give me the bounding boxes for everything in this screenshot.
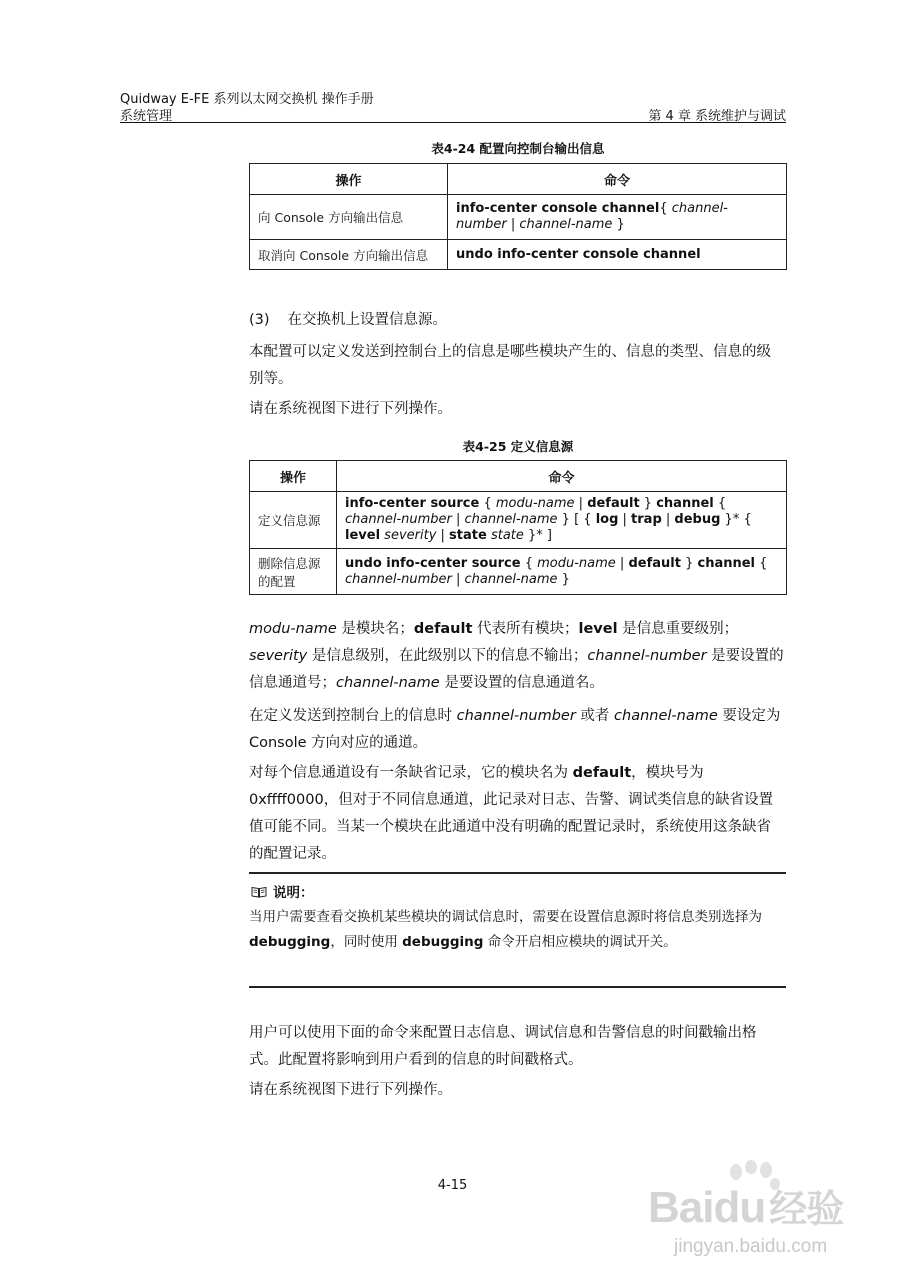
paragraph: 请在系统视图下进行下列操作。 — [249, 1082, 452, 1098]
command-parameter: channel-number — [456, 201, 728, 232]
text-run: ，同时使用 — [330, 934, 403, 950]
parameter-name: channel-name — [614, 708, 718, 724]
command-cell — [337, 492, 787, 549]
command-parameter: state — [490, 528, 524, 543]
text-run: 是信息级别，在此级别以下的信息不输出； — [307, 648, 588, 664]
command-syntax: | — [618, 512, 632, 527]
page-number: 4-15 — [437, 1178, 468, 1193]
paragraph: 用户可以使用下面的命令来配置日志信息、调试信息和告警信息的时间戳输出格式。此配置将影响到用户看到的信息的时间戳格式。 — [249, 1025, 757, 1068]
header-rule — [120, 122, 786, 123]
table-console-output — [249, 163, 787, 270]
command-parameter: channel-name — [464, 571, 558, 587]
text-run: 是模块名； — [336, 621, 414, 637]
text-run: 命令开启相应模块的调试开关。 — [483, 934, 677, 950]
paragraph-default-record — [249, 760, 785, 868]
paragraph-console-channel — [249, 703, 785, 757]
table-row — [250, 549, 787, 595]
book-icon — [251, 886, 267, 898]
command-syntax: { — [755, 555, 768, 571]
text-run: 是要设置的信息通道号； — [249, 648, 784, 691]
note-bottom-rule — [249, 986, 786, 988]
text-run: 或者 — [575, 708, 615, 724]
command-parameter: modu-name — [537, 555, 616, 571]
command-syntax: }* { — [720, 512, 752, 527]
text-run: 对每个信息通道设有一条缺省记录，它的模块名为 — [249, 765, 573, 781]
note-heading — [251, 881, 314, 901]
parameter-name: severity — [249, 648, 308, 664]
command-keyword: default — [628, 555, 681, 571]
paragraph: 请在系统视图下进行下列操作。 — [249, 401, 452, 417]
operation-cell: 向 Console 方向输出信息 — [250, 195, 448, 240]
step-number: (3) — [249, 312, 270, 328]
text-run: 是信息重要级别； — [617, 621, 739, 637]
command-syntax: }* ] — [523, 528, 552, 543]
paragraph-parameters — [249, 616, 785, 697]
command-syntax: } — [612, 217, 625, 232]
command-keyword: channel — [697, 555, 756, 571]
watermark-brand-cn: 经验 — [769, 1189, 844, 1231]
text-run: 当用户需要查看交换机某些模块的调试信息时，需要在设置信息源时将信息类别选择为 — [249, 909, 762, 925]
command-parameter: severity — [384, 528, 437, 543]
command-keyword: debug — [674, 512, 721, 527]
command-cell — [337, 549, 787, 595]
command-syntax: | — [436, 528, 450, 543]
operation-cell: 取消向 Console 方向输出信息 — [250, 240, 448, 270]
table-row — [250, 492, 787, 549]
note-title: 说明： — [273, 885, 314, 901]
operation-cell: 删除信息源的配置 — [250, 549, 337, 595]
text-run: 要设定为 Console 方向对应的通道。 — [249, 708, 781, 751]
command-syntax: | — [506, 217, 520, 232]
document-title: Quidway E-FE 系列以太网交换机 操作手册 — [120, 92, 374, 107]
paragraph: 本配置可以定义发送到控制台上的信息是哪些模块产生的、信息的类型、信息的级别等。 — [249, 344, 771, 387]
text-run: 在定义发送到控制台上的信息时 — [249, 708, 457, 724]
command-syntax: } — [639, 496, 657, 511]
note-body — [249, 905, 785, 955]
text-run: ，模块号为 0xffff0000，但对于不同信息通道，此记录对日志、告警、调试类信息的缺省设置值可能不同。当某一个模块在此通道中没有明确的配置记录时，系统使用这条缺省的配置记录。 — [249, 765, 774, 862]
keyword: default — [413, 621, 473, 637]
command-parameter: channel-number — [345, 571, 452, 587]
command-syntax: | — [451, 571, 465, 587]
command-syntax: | — [574, 496, 588, 511]
command-syntax: | — [451, 512, 465, 527]
command-syntax: { — [659, 201, 672, 216]
table-header-row — [250, 461, 787, 492]
command-syntax: { — [713, 496, 727, 511]
chapter-name: 第 4 章 系统维护与调试 — [648, 109, 786, 124]
watermark-brand: Baidu — [648, 1183, 766, 1232]
command-syntax: } — [557, 571, 570, 587]
keyword: debugging — [249, 934, 331, 950]
command-keyword: default — [587, 496, 640, 511]
note-top-rule — [249, 872, 786, 874]
section-name: 系统管理 — [120, 109, 173, 124]
command-syntax: } [ { — [557, 512, 596, 527]
command-keyword: undo info-center source — [345, 555, 521, 571]
command-keyword: info-center source — [345, 496, 480, 511]
parameter-name: channel-number — [456, 708, 576, 724]
table-define-source — [249, 460, 787, 595]
parameter-name: channel-number — [587, 648, 707, 664]
keyword: debugging — [402, 934, 484, 950]
command-keyword: channel — [656, 496, 714, 511]
column-header-operation: 操作 — [250, 164, 448, 195]
command-syntax: } — [680, 555, 698, 571]
command-keyword: info-center console channel — [456, 201, 660, 216]
table-caption-4-24 — [249, 139, 787, 157]
command-keyword: trap — [631, 512, 662, 527]
command-parameter: channel-name — [464, 512, 558, 527]
command-keyword: undo info-center console channel — [456, 246, 701, 262]
table-header-row — [250, 164, 787, 195]
text-run: 是要设置的信息通道名。 — [439, 675, 604, 691]
command-keyword: log — [595, 512, 619, 527]
command-parameter: channel-name — [519, 217, 613, 232]
keyword: default — [572, 765, 632, 781]
watermark-url: jingyan.baidu.com — [674, 1236, 828, 1257]
caption-text: 表4-25 定义信息源 — [462, 439, 574, 454]
step-text: 在交换机上设置信息源。 — [287, 312, 448, 328]
command-cell — [448, 195, 787, 240]
operation-cell: 定义信息源 — [250, 492, 337, 549]
table-row — [250, 240, 787, 270]
text-run: 代表所有模块； — [472, 621, 579, 637]
command-parameter: channel-number — [345, 512, 452, 527]
column-header-command: 命令 — [448, 164, 787, 195]
caption-text: 表4-24 配置向控制台输出信息 — [431, 141, 605, 156]
command-cell — [448, 240, 787, 270]
command-syntax: { — [520, 555, 538, 571]
column-header-operation: 操作 — [250, 461, 337, 492]
parameter-name: modu-name — [249, 621, 337, 637]
table-row — [250, 195, 787, 240]
step-3 — [249, 307, 785, 334]
command-keyword: state — [449, 528, 487, 543]
command-syntax: { — [479, 496, 496, 511]
command-syntax: | — [615, 555, 629, 571]
table-caption-4-25 — [249, 437, 787, 455]
baidu-watermark — [648, 1160, 878, 1270]
command-syntax: | — [661, 512, 675, 527]
keyword: level — [578, 621, 618, 637]
command-parameter: modu-name — [495, 496, 575, 511]
command-keyword: level — [345, 528, 381, 543]
parameter-name: channel-name — [336, 675, 440, 691]
column-header-command: 命令 — [337, 461, 787, 492]
